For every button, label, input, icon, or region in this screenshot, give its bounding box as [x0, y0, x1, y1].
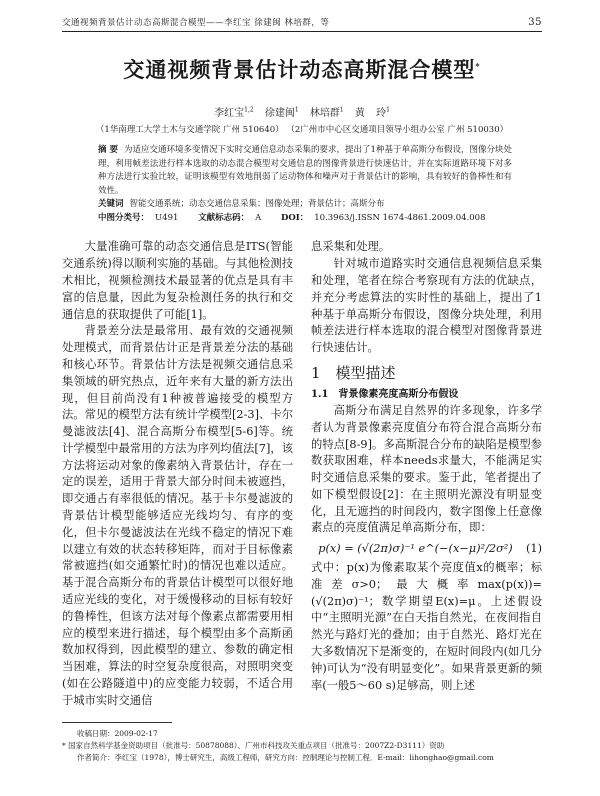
abstract — [98, 144, 512, 198]
abstract-text: 为适应交通环境多变情况下实时交通信息动态采集的要求，提出了1种基于单高斯分布假设，图像分块处理，利用帧差法进行样本选取的动态混合模型对交通信息的图像背景进行快速估计，并在实际道路环境下对多种方法进行实验比较，证明该模型有效地削弱了运动物体和噪声对于背景估计的影响，具有较好的鲁棒性和有效性。 — [98, 145, 512, 196]
section-heading: 1 模型描述 — [311, 363, 396, 382]
author-bio: 作者简介：李红宝（1978），博士研究生，高级工程师，研究方向：控制理论与控制工程．E-mail：lihonghao@gmail.com — [77, 752, 494, 762]
left-column — [62, 239, 293, 709]
received-date: 收稿日期：2009-02-17 — [77, 728, 158, 738]
footnote-rule — [62, 722, 172, 723]
page-number: 35 — [528, 17, 542, 28]
body-columns — [62, 239, 542, 709]
running-header — [62, 16, 542, 32]
author: 徐建闽$^1$ — [264, 107, 299, 120]
paragraph: 高斯分布满足自然界的许多现象，许多学者认为背景像素亮度值分布符合混合高斯分布的特点[8-9]。多高斯混合分布的缺陷是模型参数获取困难，样本needs求量大，不能满足实时交通信息采集的要求。鉴于此，笔者提出了如下模型假设[2]：在主照明光源没有明显变化，且无遮挡的时间段内，数字图像上任意像素点的亮度值满足单高斯分布，即： — [311, 403, 542, 535]
author-list — [62, 104, 542, 121]
author: 林培群$^1$ — [309, 107, 344, 120]
equation — [311, 541, 542, 558]
right-column — [311, 239, 542, 709]
classification: 中图分类号： U491 文献标志码： A DOI： 10.3963/j.ISSN 1674-4861.2009.04.008 — [98, 212, 486, 223]
keywords-label: 关键词 — [98, 199, 124, 210]
equation-formula: p(x) = (√(2π)σ)⁻¹ e^(−(x−μ)²/2σ²) — [318, 542, 513, 556]
paragraph: 背景差分法是最常用、最有效的交通视频处理模式，而背景估计正是背景差分法的基础和核心环节。背景估计方法是视频交通信息采集领域的研究热点，近年来有大量的新方法出现，但目前尚没有1种被普遍接受的模型方法。常见的模型方法有统计学模型[2-3]、卡尔曼滤波法[4]、混合高斯分布模型[5-6]等。统计学模型中最常用的方法为序列均值法[7]，该方法将运动对象的像素纳入背景估计，存在一定的误差，适用于背景大部分时间未被遮挡，即交通占有率很低的情况。基于卡尔曼滤波的背景估计模型能够适应光线均匀、有序的变化，但卡尔曼滤波法在光线不稳定的情况下难以建立有效的状态转移矩阵，而对于目标像素常被遮挡(如交通繁忙时)的情况也难以适应。基于混合高斯分布的背景估计模型可以很好地适应光线的变化，对于缓慢移动的目标有较好的鲁棒性，但该方法对每个像素点都需要用相应的模型来进行描述，每个模型由多个高斯函数加权得到，因此模型的建立、参数的确定相当困难，算法的时空复杂度很高，对照明突变(如在公路隧道中)的应变能力较弱，不适合用于城市实时交通信 — [62, 324, 293, 707]
abstract-block — [98, 144, 512, 225]
author: 李红宝$^{1,2}$ — [214, 107, 254, 120]
footnotes — [62, 728, 542, 764]
abstract-label: 摘 要 — [98, 145, 118, 156]
funding-note: * 国家自然科学基金资助项目（批准号：50878088）、广州市科技攻关重点项目（批准号：2007Z2-D3111）资助 — [62, 740, 445, 750]
subsection-heading: 1.1 背景像素亮度高斯分布假设 — [311, 388, 459, 400]
paragraph: 大量准确可靠的动态交通信息是ITS(智能交通系统)得以顺利实施的基础。与其他检测技术相比，视频检测技术最显著的优点是具有丰富的信息量，因此为复杂检测任务的执行和交通信息的获取提供了可能[1]。 — [62, 240, 293, 321]
affiliation: （1华南理工大学土木与交通学院 广州 510640） （2广州市中心区交通项目领导小组办公室 广州 510030） — [95, 125, 509, 136]
paragraph: 式中：p(x)为像素取某个亮度值x的概率；标准差σ>0；最大概率max(p(x))=(√(2π)σ)⁻¹；数学期望E(x)=μ。上述假设中“主照明光源”在白天指自然光，在夜间指自然光与路灯光的叠加；由于自然光、路灯光在大多数情况下是渐变的，在短时间段内(如几分钟)可认为“没有明显变化”。如果背景更新的频率(一般5～60 s)足够高，则上述 — [311, 561, 542, 692]
title-footnote-mark: * — [475, 61, 481, 71]
running-title: 交通视频背景估计动态高斯混合模型——李红宝 徐建闽 林培群，等 — [62, 18, 330, 28]
paragraph: 针对城市道路实时交通信息视频信息采集和处理，笔者在综合考察现有方法的优缺点，并充分考虑算法的实时性的基础上，提出了1种基于单高斯分布假设，图像分块处理，利用帧差法进行样本选取的混合模型对图像背景进行快速估计。 — [311, 257, 542, 355]
keywords-text: 智能交通系统；动态交通信息采集；图像处理；背景估计；高斯分布 — [129, 199, 385, 210]
equation-number: (1) — [525, 542, 542, 556]
keywords — [98, 198, 512, 212]
author: 黄 玲$^1$ — [354, 107, 390, 120]
paragraph: 息采集和处理。 — [311, 240, 391, 254]
paper-title — [62, 52, 542, 84]
title-text: 交通视频背景估计动态高斯混合模型 — [123, 57, 476, 82]
